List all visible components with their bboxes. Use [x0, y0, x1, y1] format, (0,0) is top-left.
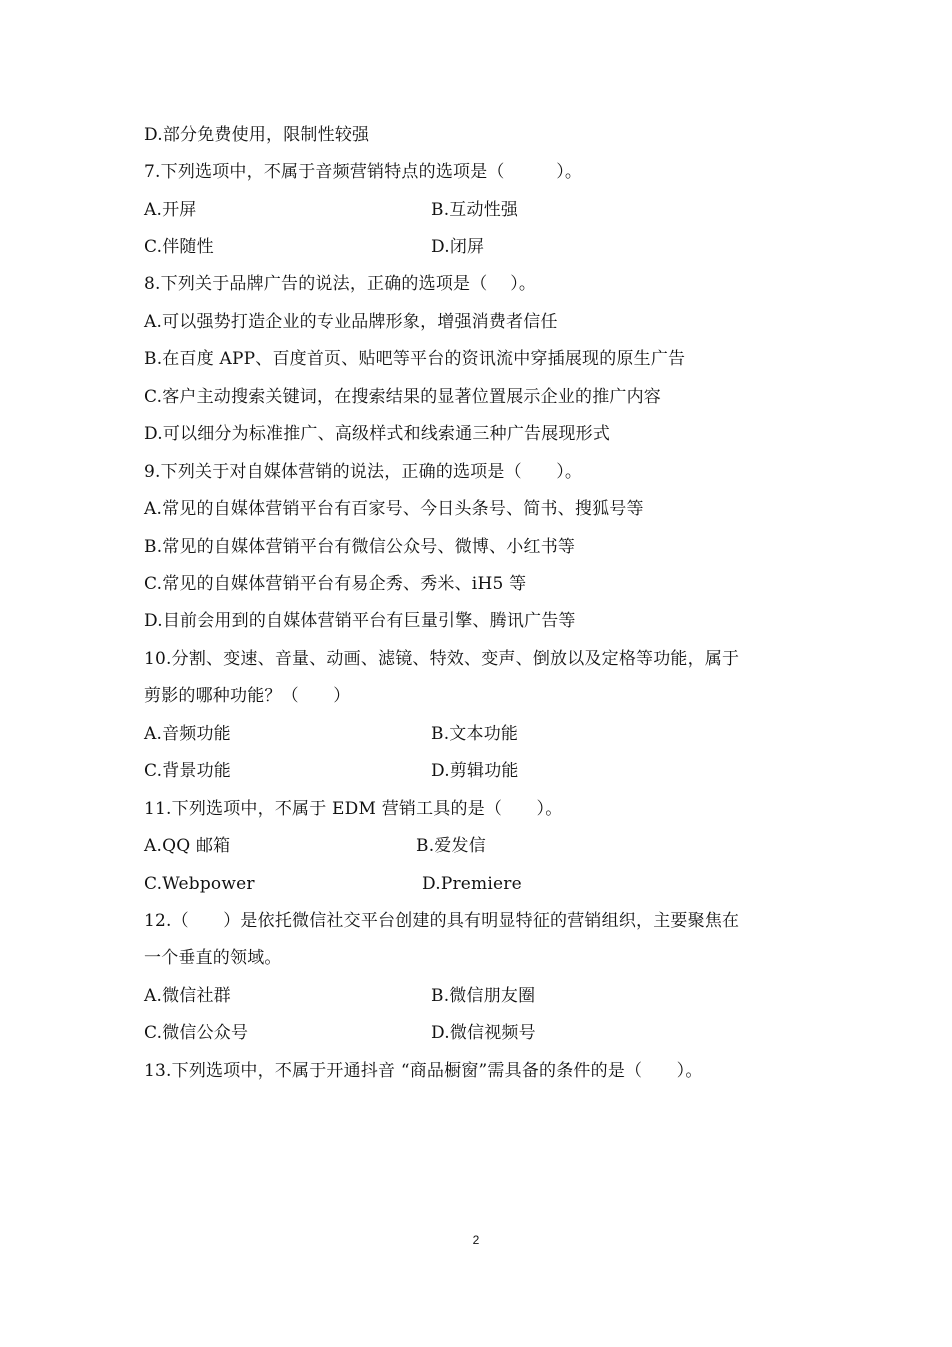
- q10-option-d: D.剪辑功能: [431, 761, 519, 781]
- question-9: 9.下列关于对自媒体营销的说法，正确的选项是（ ）。: [144, 462, 583, 482]
- q10-option-b: B.文本功能: [431, 724, 519, 744]
- q8-option-c: C.客户主动搜索关键词，在搜索结果的显著位置展示企业的推广内容: [144, 387, 662, 407]
- question-10-line-2: 剪影的哪种功能？（ ）: [144, 686, 351, 706]
- q8-option-b: B.在百度 APP、百度首页、贴吧等平台的资讯流中穿插展现的原生广告: [144, 349, 686, 369]
- q10-option-a: A.音频功能: [144, 724, 231, 744]
- question-13: 13.下列选项中，不属于开通抖音 “商品橱窗”需具备的条件的是（ ）。: [144, 1061, 703, 1081]
- q9-option-d: D.目前会用到的自媒体营销平台有巨量引擎、腾讯广告等: [144, 611, 576, 631]
- q9-option-a: A.常见的自媒体营销平台有百家号、今日头条号、简书、搜狐号等: [144, 499, 644, 519]
- question-12-line-2: 一个垂直的领域。: [144, 948, 282, 968]
- q12-option-b: B.微信朋友圈: [431, 986, 536, 1006]
- q11-option-d: D.Premiere: [422, 874, 522, 894]
- q12-option-d: D.微信视频号: [431, 1023, 536, 1043]
- q8-option-d: D.可以细分为标准推广、高级样式和线索通三种广告展现形式: [144, 424, 611, 444]
- q8-option-a: A.可以强势打造企业的专业品牌形象，增强消费者信任: [144, 312, 558, 332]
- question-10-line-1: 10.分割、变速、音量、动画、滤镜、特效、变声、倒放以及定格等功能，属于: [144, 649, 740, 669]
- q12-option-a: A.微信社群: [144, 986, 231, 1006]
- q7-option-c: C.伴随性: [144, 237, 214, 257]
- q11-option-c: C.Webpower: [144, 874, 255, 894]
- q9-option-c: C.常见的自媒体营销平台有易企秀、秀米、iH5 等: [144, 574, 527, 594]
- q12-option-c: C.微信公众号: [144, 1023, 249, 1043]
- question-7: 7.下列选项中，不属于音频营销特点的选项是（ ）。: [144, 162, 583, 182]
- q7-option-b: B.互动性强: [431, 200, 519, 220]
- q6-option-d: D.部分免费使用，限制性较强: [144, 125, 370, 145]
- q10-option-c: C.背景功能: [144, 761, 232, 781]
- q11-option-a: A.QQ 邮箱: [144, 836, 231, 856]
- question-8: 8.下列关于品牌广告的说法，正确的选项是（ ）。: [144, 274, 537, 294]
- q9-option-b: B.常见的自媒体营销平台有微信公众号、微博、小红书等: [144, 537, 576, 557]
- q7-option-a: A.开屏: [144, 200, 197, 220]
- question-12-line-1: 12.（ ）是依托微信社交平台创建的具有明显特征的营销组织，主要聚焦在: [144, 911, 740, 931]
- q7-option-d: D.闭屏: [431, 237, 485, 257]
- page-number: 2: [472, 1233, 480, 1247]
- q11-option-b: B.爱发信: [416, 836, 486, 856]
- question-11: 11.下列选项中，不属于 EDM 营销工具的是（ ）。: [144, 799, 563, 819]
